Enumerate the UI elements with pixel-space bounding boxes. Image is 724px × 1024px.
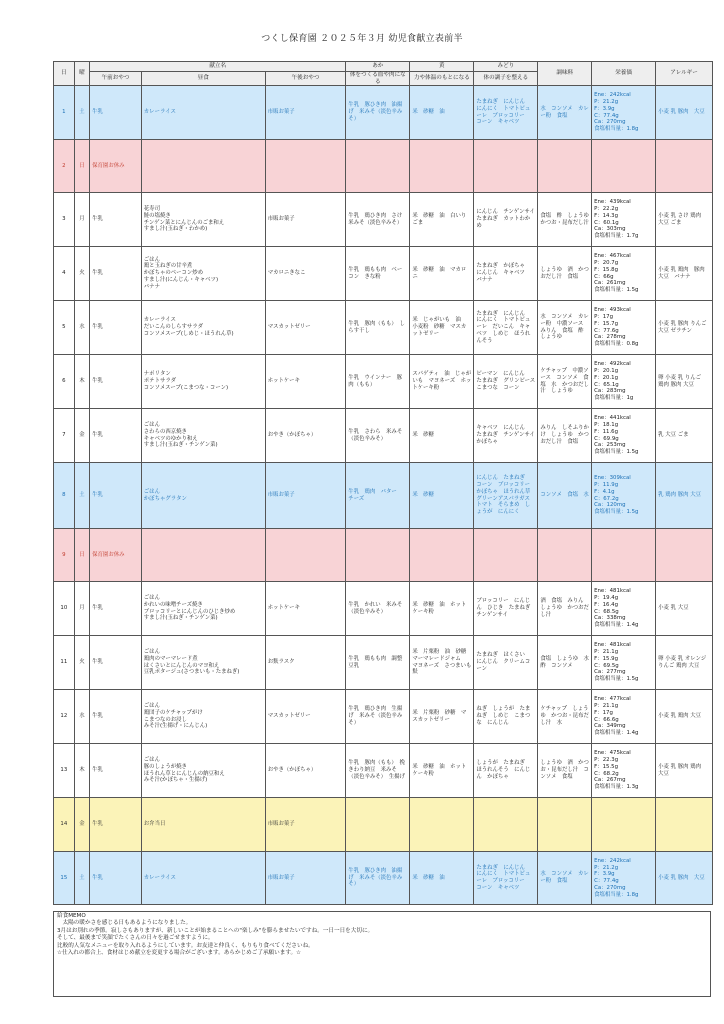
cell-nutrition: Ene：481kcal P：19.4g F：16.4g C：68.5g Ca：338mg 食塩相当量：1.4g	[592, 582, 656, 636]
cell-red-foods	[346, 798, 410, 852]
cell-nutrition: Ene：481kcal P：21.1g F：15.9g C：69.5g Ca：277mg 食塩相当量：1.5g	[592, 636, 656, 690]
header-menu-group: 献立名	[90, 62, 346, 72]
cell-am-snack: 牛乳	[90, 86, 142, 140]
cell-pm-snack: 市販お菓子	[265, 798, 346, 852]
cell-seasoning: 食塩 酢 しょうゆ かつお・昆布だし汁	[538, 193, 592, 247]
cell-am-snack: 牛乳	[90, 690, 142, 744]
memo-line: そして、最後まで笑顔でたくさんの日々を過ごせますように。	[57, 935, 214, 942]
cell-green-foods: たまねぎ はくさい にんじん クリームコーン	[474, 636, 538, 690]
table-row	[54, 86, 713, 140]
cell-seasoning	[538, 140, 592, 193]
cell-seasoning: 食塩 しょうゆ 水 酢 コンソメ	[538, 636, 592, 690]
cell-am-snack: 牛乳	[90, 636, 142, 690]
cell-yellow-foods: 米 砂糖 油	[410, 852, 474, 905]
cell-seasoning: みりん しそふりかけ しょうゆ かつおだし汁 食塩	[538, 409, 592, 463]
header-allergy: アレルギー	[656, 62, 713, 86]
cell-allergy: 小麦 乳 豚肉 大豆	[656, 852, 713, 905]
cell-pm-snack: 市販お菓子	[265, 193, 346, 247]
table-row	[54, 463, 713, 529]
cell-allergy: 小麦 乳 大豆	[656, 582, 713, 636]
cell-allergy	[656, 798, 713, 852]
cell-dow: 木	[74, 744, 89, 798]
cell-day: 15	[54, 852, 75, 905]
cell-green-foods: にんじん チンゲンサイ たまねぎ カットわかめ	[474, 193, 538, 247]
cell-dow: 金	[74, 798, 89, 852]
cell-green-foods: にんじん たまねぎ コーン ブロッコリー かぼちゃ ほうれん草 グリーンアスパラガス トマト そらまめ しょうが にんにく	[474, 463, 538, 529]
header-green-group: みどり	[474, 62, 538, 72]
table-row	[54, 355, 713, 409]
cell-nutrition: Ene：242kcal P：21.2g F：3.9g C：77.4g Ca：270mg 食塩相当量：1.8g	[592, 86, 656, 140]
header-nutrition: 栄養価	[592, 62, 656, 86]
cell-dow: 月	[74, 582, 89, 636]
cell-nutrition	[592, 140, 656, 193]
cell-seasoning: コンソメ 食塩 水	[538, 463, 592, 529]
cell-lunch: ごはん かぼちゃグラタン	[141, 463, 265, 529]
cell-nutrition	[592, 529, 656, 582]
cell-lunch: ごはん さわらの西京焼き キャベツのゆかり和え すまし汁(玉ねぎ・チンゲン菜)	[141, 409, 265, 463]
cell-seasoning	[538, 529, 592, 582]
cell-seasoning	[538, 798, 592, 852]
page-title: つくし保育園 ２０２５年３月 幼児食献立表前半	[261, 34, 463, 44]
cell-day: 7	[54, 409, 75, 463]
cell-green-foods	[474, 798, 538, 852]
cell-dow: 火	[74, 247, 89, 301]
table-row	[54, 744, 713, 798]
cell-day: 1	[54, 86, 75, 140]
cell-yellow-foods: 米 片栗粉 油 砂糖 マーマレードジャム マヨネーズ さつまいも 麩	[410, 636, 474, 690]
cell-green-foods: たまねぎ にんじん にんにく トマトピューレ だいこん キャベツ しめじ ほうれんそう	[474, 301, 538, 355]
cell-dow: 水	[74, 690, 89, 744]
cell-pm-snack: マスカットゼリー	[265, 301, 346, 355]
cell-red-foods: 牛乳 鶏もも肉 調整豆乳	[346, 636, 410, 690]
lunch-memo	[53, 911, 711, 997]
cell-nutrition: Ene：492kcal P：20.1g F：20.1g C：65.1g Ca：283mg 食塩相当量：1g	[592, 355, 656, 409]
cell-pm-snack	[265, 140, 346, 193]
cell-pm-snack: マスカットゼリー	[265, 690, 346, 744]
header-red-group: あか	[346, 62, 410, 72]
cell-green-foods: ブロッコリー にんじん ひじき たまねぎ チンゲンサイ	[474, 582, 538, 636]
cell-pm-snack: マカロニきなこ	[265, 247, 346, 301]
cell-nutrition: Ene：477kcal P：21.1g F：17g C：66.6g Ca：349mg 食塩相当量：1.4g	[592, 690, 656, 744]
cell-am-snack: 保育園お休み	[90, 529, 142, 582]
table-row	[54, 140, 713, 193]
cell-dow: 金	[74, 409, 89, 463]
cell-day: 12	[54, 690, 75, 744]
cell-dow: 日	[74, 529, 89, 582]
menu-table	[53, 61, 713, 905]
cell-red-foods: 牛乳 かれい 米みそ（淡色辛みそ）	[346, 582, 410, 636]
cell-pm-snack: ホットケーキ	[265, 355, 346, 409]
cell-dow: 木	[74, 355, 89, 409]
cell-seasoning: しょうゆ 酒 かつおだし汁 食塩	[538, 247, 592, 301]
cell-red-foods: 牛乳 豚ひき肉 油揚げ 米みそ（淡色辛みそ）	[346, 86, 410, 140]
cell-seasoning: ケチャップ 中濃ソース コンソメ 食塩 水 かつおだし汁 しょうゆ	[538, 355, 592, 409]
cell-nutrition	[592, 798, 656, 852]
cell-green-foods	[474, 140, 538, 193]
table-row	[54, 582, 713, 636]
cell-allergy: 小麦 乳 鶏肉 豚肉 大豆 バナナ	[656, 247, 713, 301]
cell-am-snack: 牛乳	[90, 301, 142, 355]
cell-nutrition: Ene：309kcal P：11.9g F：4.1g C：67.2g Ca：120mg 食塩相当量：1.5g	[592, 463, 656, 529]
cell-red-foods	[346, 529, 410, 582]
cell-lunch: カレーライス だいこんのしらすサラダ コンソメスープ(しめじ・ほうれん草)	[141, 301, 265, 355]
cell-allergy: 卵 小麦 乳 オレンジ りんご 鶏肉 大豆	[656, 636, 713, 690]
cell-dow: 土	[74, 463, 89, 529]
cell-day: 9	[54, 529, 75, 582]
cell-dow: 土	[74, 86, 89, 140]
cell-yellow-foods: 米 砂糖	[410, 409, 474, 463]
header-red-sub: 体をつくる血や肉になる	[346, 72, 410, 86]
cell-lunch: 花寿司 鮭の塩焼き チンゲン菜とにんじんのごま和え すまし汁(玉ねぎ・わかめ)	[141, 193, 265, 247]
cell-red-foods: 牛乳 豚肉（もも） 挽きわり納豆 米みそ（淡色辛みそ） 生揚げ	[346, 744, 410, 798]
cell-red-foods: 牛乳 さわら 米みそ（淡色辛みそ）	[346, 409, 410, 463]
cell-allergy: 卵 小麦 乳 りんご 鶏肉 豚肉 大豆	[656, 355, 713, 409]
cell-lunch	[141, 140, 265, 193]
cell-yellow-foods: 米 砂糖	[410, 463, 474, 529]
cell-yellow-foods: 米 砂糖 油 白いりごま	[410, 193, 474, 247]
cell-seasoning: 酒 食塩 みりん しょうゆ かつおだし汁	[538, 582, 592, 636]
menu-body	[54, 86, 713, 905]
cell-green-foods: ねぎ しょうが たまねぎ しめじ こまつな にんじん	[474, 690, 538, 744]
header-lunch: 昼食	[141, 72, 265, 86]
cell-pm-snack: ホットケーキ	[265, 582, 346, 636]
cell-lunch: カレーライス	[141, 852, 265, 905]
cell-am-snack: 牛乳	[90, 409, 142, 463]
cell-am-snack: 牛乳	[90, 744, 142, 798]
memo-line: 3月はお別れの季節。寂しさもありますが、新しいことが始まることへの"楽しみ"を膨らませたいですね。一日一日を大切に。	[57, 927, 374, 934]
cell-allergy: 小麦 乳 豚肉 大豆	[656, 86, 713, 140]
cell-seasoning: 水 コンソメ カレー粉 中濃ソース みりん 食塩 酢 しょうゆ	[538, 301, 592, 355]
table-row	[54, 690, 713, 744]
header-yellow-sub: 力や体温のもとになる	[410, 72, 474, 86]
cell-lunch: ごはん 鶏団子のケチャップがけ こまつなのお浸し みそ汁(生揚げ・にんじん)	[141, 690, 265, 744]
cell-yellow-foods: 米 砂糖 油 マカロニ	[410, 247, 474, 301]
header-dow: 曜	[74, 62, 89, 86]
cell-seasoning: 水 コンソメ カレー粉 食塩	[538, 852, 592, 905]
cell-day: 14	[54, 798, 75, 852]
cell-seasoning: しょうゆ 酒 かつお・昆布だし汁 コンソメ 食塩	[538, 744, 592, 798]
table-row	[54, 409, 713, 463]
cell-lunch: ごはん かれいの味噌チーズ焼き ブロッコリーとにんじんのひじき炒め すまし汁(玉ねぎ・チンゲン菜)	[141, 582, 265, 636]
cell-green-foods	[474, 529, 538, 582]
table-row	[54, 301, 713, 355]
cell-pm-snack: 市販お菓子	[265, 463, 346, 529]
cell-yellow-foods	[410, 529, 474, 582]
cell-day: 5	[54, 301, 75, 355]
cell-allergy: 小麦 乳 豚肉 鶏肉 大豆	[656, 744, 713, 798]
cell-day: 2	[54, 140, 75, 193]
memo-heading: 給食MEMO	[57, 913, 86, 919]
memo-line: ☆仕入れの都合上、食材はじめ献立を変更する場合がございます。あらかじめご了承願います。☆	[57, 949, 302, 956]
cell-lunch: ごはん 鶏肉のマーマレード煮 はくさいとにんじんのマヨ和え 豆乳ポタージュ(さつまいも・たまねぎ)	[141, 636, 265, 690]
cell-am-snack: 牛乳	[90, 463, 142, 529]
cell-red-foods	[346, 140, 410, 193]
cell-am-snack: 牛乳	[90, 355, 142, 409]
cell-day: 10	[54, 582, 75, 636]
cell-green-foods: キャベツ にんじん たまねぎ チンゲンサイ かぼちゃ	[474, 409, 538, 463]
cell-green-foods: しょうが たまねぎ ほうれんそう にんじん かぼちゃ	[474, 744, 538, 798]
cell-allergy: 乳 大豆 ごま	[656, 409, 713, 463]
cell-yellow-foods: 米 砂糖 油 ホットケーキ粉	[410, 744, 474, 798]
memo-line: 比較的人気なメニューを取り入れるようにしています。お友達と仲良く、もりもり食べてくださいね。	[57, 942, 314, 949]
cell-am-snack: 保育園お休み	[90, 140, 142, 193]
cell-allergy: 乳 鶏肉 豚肉 大豆	[656, 463, 713, 529]
cell-am-snack: 牛乳	[90, 852, 142, 905]
cell-pm-snack: 市販お菓子	[265, 852, 346, 905]
memo-line: 太陽の暖かさを感じる日もあるようになりました。	[57, 920, 192, 927]
cell-lunch: カレーライス	[141, 86, 265, 140]
cell-nutrition: Ene：242kcal P：21.2g F：3.9g C：77.4g Ca：270mg 食塩相当量：1.8g	[592, 852, 656, 905]
cell-lunch	[141, 529, 265, 582]
cell-red-foods: 牛乳 ウインナー 豚肉（もも）	[346, 355, 410, 409]
cell-seasoning: ケチャップ しょうゆ かつお・昆布だし汁 水	[538, 690, 592, 744]
cell-dow: 土	[74, 852, 89, 905]
cell-dow: 水	[74, 301, 89, 355]
cell-dow: 日	[74, 140, 89, 193]
cell-green-foods: たまねぎ かぼちゃ にんじん キャベツ バナナ	[474, 247, 538, 301]
cell-green-foods: たまねぎ にんじん にんにく トマトピューレ ブロッコリー コーン キャベツ	[474, 852, 538, 905]
cell-yellow-foods: 米 砂糖 油 ホットケーキ粉	[410, 582, 474, 636]
cell-day: 6	[54, 355, 75, 409]
cell-red-foods: 牛乳 豚肉（もも） しらす干し	[346, 301, 410, 355]
cell-allergy: 小麦 乳 豚肉 りんご 大豆 ゼラチン	[656, 301, 713, 355]
cell-lunch: お弁当日	[141, 798, 265, 852]
cell-yellow-foods: 米 片栗粉 砂糖 マスカットゼリー	[410, 690, 474, 744]
cell-allergy: 小麦 乳 鶏肉 大豆	[656, 690, 713, 744]
cell-green-foods: ピーマン にんじん たまねぎ グリンピース こまつな コーン	[474, 355, 538, 409]
cell-pm-snack: おやき（かぼちゃ）	[265, 409, 346, 463]
cell-allergy: 小麦 乳 さけ 鶏肉 大豆 ごま	[656, 193, 713, 247]
cell-day: 8	[54, 463, 75, 529]
cell-allergy	[656, 140, 713, 193]
table-row	[54, 247, 713, 301]
header-pm-snack: 午後おやつ	[265, 72, 346, 86]
cell-day: 4	[54, 247, 75, 301]
cell-red-foods: 牛乳 鶏もも肉 ベーコン きな粉	[346, 247, 410, 301]
cell-am-snack: 牛乳	[90, 582, 142, 636]
cell-pm-snack	[265, 529, 346, 582]
cell-am-snack: 牛乳	[90, 247, 142, 301]
cell-nutrition: Ene：493kcal P：17g F：15.7g C：77.6g Ca：278mg 食塩相当量：0.8g	[592, 301, 656, 355]
cell-yellow-foods: 米 砂糖 油	[410, 86, 474, 140]
table-row	[54, 529, 713, 582]
cell-day: 3	[54, 193, 75, 247]
cell-yellow-foods	[410, 798, 474, 852]
cell-green-foods: たまねぎ にんじん にんにく トマトピューレ ブロッコリー コーン キャベツ	[474, 86, 538, 140]
cell-nutrition: Ene：467kcal P：20.7g F：15.8g C：66g Ca：261mg 食塩相当量：1.5g	[592, 247, 656, 301]
cell-day: 13	[54, 744, 75, 798]
table-row	[54, 852, 713, 905]
header-day: 日	[54, 62, 75, 86]
header-green-sub: 体の調子を整える	[474, 72, 538, 86]
cell-pm-snack: おやき（かぼちゃ）	[265, 744, 346, 798]
header-seasoning: 調味料	[538, 62, 592, 86]
cell-am-snack: 牛乳	[90, 193, 142, 247]
cell-lunch: ナポリタン ポテトサラダ コンソメスープ(こまつな・コーン)	[141, 355, 265, 409]
cell-yellow-foods: スパゲティ 油 じゃがいも マヨネーズ ホットケーキ粉	[410, 355, 474, 409]
cell-red-foods: 牛乳 鶏肉 バター チーズ	[346, 463, 410, 529]
cell-lunch: ごはん 豚のしょうが焼き ほうれん草とにんじんの納豆和え みそ汁(かぼちゃ・生揚げ)	[141, 744, 265, 798]
cell-red-foods: 牛乳 鶏ひき肉 さけ 米みそ（淡色辛みそ）	[346, 193, 410, 247]
cell-dow: 月	[74, 193, 89, 247]
cell-pm-snack: 市販お菓子	[265, 86, 346, 140]
cell-pm-snack: お麩ラスク	[265, 636, 346, 690]
header-yellow-group: 黄	[410, 62, 474, 72]
cell-nutrition: Ene：439kcal P：22.2g F：14.3g C：60.1g Ca：303mg 食塩相当量：1.7g	[592, 193, 656, 247]
table-row	[54, 636, 713, 690]
cell-lunch: ごはん 鶏と玉ねぎの甘辛煮 かぼちゃのベーコン炒め すまし汁(にんじん・キャベツ) バナナ	[141, 247, 265, 301]
cell-allergy	[656, 529, 713, 582]
cell-nutrition: Ene：441kcal P：18.1g F：11.6g C：69.9g Ca：253mg 食塩相当量：1.5g	[592, 409, 656, 463]
cell-am-snack: 牛乳	[90, 798, 142, 852]
cell-dow: 火	[74, 636, 89, 690]
cell-red-foods: 牛乳 豚ひき肉 油揚げ 米みそ（淡色辛みそ）	[346, 852, 410, 905]
cell-nutrition: Ene：475kcal P：22.3g F：15.5g C：68.2g Ca：267mg 食塩相当量：1.3g	[592, 744, 656, 798]
cell-red-foods: 牛乳 鶏ひき肉 生揚げ 米みそ（淡色辛みそ）	[346, 690, 410, 744]
cell-day: 11	[54, 636, 75, 690]
cell-yellow-foods: 米 じゃがいも 油 小麦粉 砂糖 マスカットゼリー	[410, 301, 474, 355]
header-am-snack: 午前おやつ	[90, 72, 142, 86]
cell-seasoning: 水 コンソメ カレー粉 食塩	[538, 86, 592, 140]
cell-yellow-foods	[410, 140, 474, 193]
table-row	[54, 193, 713, 247]
table-row	[54, 798, 713, 852]
